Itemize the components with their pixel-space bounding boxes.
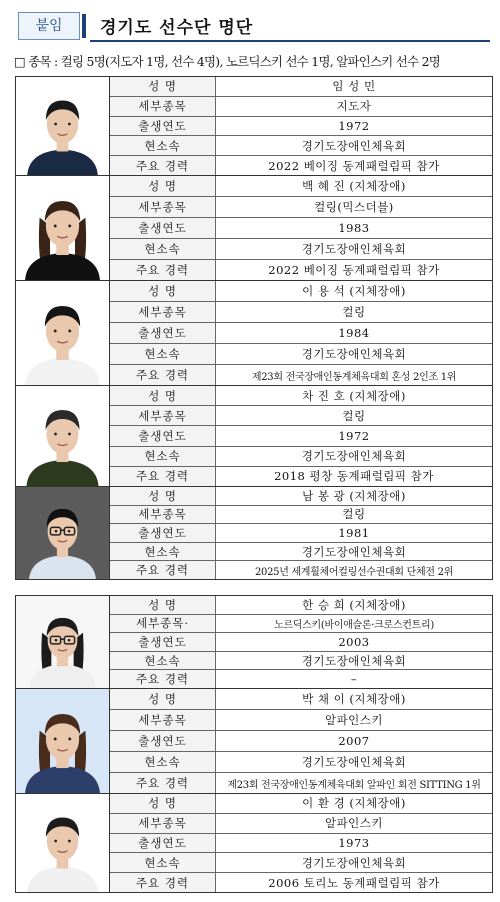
title-underline xyxy=(90,40,490,42)
label-team: 현소속 xyxy=(110,652,216,670)
info-row-career xyxy=(110,561,492,579)
info-row-birth xyxy=(110,633,492,652)
player-record xyxy=(16,77,492,176)
player-name: 한 승 희 (지체장애) xyxy=(302,597,406,612)
roster-table-skiing xyxy=(15,595,493,893)
label-event: 세부종목 xyxy=(110,506,216,524)
info-row-event xyxy=(110,506,492,525)
title-bar-accent xyxy=(82,14,86,38)
player-birth-year: 1972 xyxy=(338,118,370,133)
label-team: 현소속 xyxy=(110,543,216,561)
info-row-team xyxy=(110,239,492,260)
info-row-name xyxy=(110,794,492,814)
info-row-birth xyxy=(110,426,492,446)
info-row-team xyxy=(110,853,492,873)
player-event: 지도자 xyxy=(336,99,372,114)
player-team: 경기도장애인체육회 xyxy=(301,138,407,153)
info-row-birth xyxy=(110,834,492,854)
player-birth-year: 2007 xyxy=(338,734,370,748)
info-row-name xyxy=(110,487,492,506)
label-event: 세부종목 xyxy=(110,814,216,833)
player-photo xyxy=(16,596,110,688)
info-row-birth xyxy=(110,731,492,752)
player-photo xyxy=(16,77,110,175)
player-photo xyxy=(16,689,110,793)
label-birth: 출생연도 xyxy=(110,524,216,542)
player-record xyxy=(16,281,492,386)
info-row-event xyxy=(110,406,492,426)
player-team: 경기도장애인체육회 xyxy=(301,347,407,361)
info-row-career xyxy=(110,467,492,486)
player-name: 이 환 경 (지체장애) xyxy=(302,796,406,811)
label-birth: 출생연도 xyxy=(110,731,216,751)
player-career: 2006 토리노 동계패럴림픽 참가 xyxy=(268,875,440,890)
player-team: 경기도장애인체육회 xyxy=(301,653,407,668)
info-row-team xyxy=(110,344,492,365)
info-row-event xyxy=(110,615,492,634)
info-row-event xyxy=(110,710,492,731)
info-row-career xyxy=(110,873,492,892)
info-row-career xyxy=(110,773,492,793)
info-row-team xyxy=(110,652,492,671)
info-row-name xyxy=(110,386,492,406)
info-row-event xyxy=(110,97,492,117)
label-name: 성 명 xyxy=(110,487,216,505)
label-team: 현소속 xyxy=(110,752,216,772)
player-name: 박 채 이 (지체장애) xyxy=(302,692,406,706)
player-team: 경기도장애인체육회 xyxy=(301,855,407,870)
info-row-name xyxy=(110,596,492,615)
page-header xyxy=(0,0,500,46)
player-career: 2022 베이징 동계패럴림픽 참가 xyxy=(268,263,440,277)
player-birth-year: 1973 xyxy=(338,835,370,850)
label-birth: 출생연도 xyxy=(110,323,216,343)
roster-summary: □ 종목 : 컬링 5명(지도자 1명, 선수 4명), 노르딕스키 선수 1명, 알파인스키 선수 2명 xyxy=(14,54,441,69)
info-row-event xyxy=(110,197,492,218)
player-photo xyxy=(16,386,110,486)
info-row-career xyxy=(110,156,492,175)
info-row-career xyxy=(110,670,492,688)
player-name: 남 봉 광 (지체장애) xyxy=(302,488,406,503)
label-birth: 출생연도 xyxy=(110,117,216,136)
player-record xyxy=(16,386,492,487)
info-row-name xyxy=(110,689,492,710)
label-career: 주요 경력 xyxy=(110,365,216,385)
player-team: 경기도장애인체육회 xyxy=(301,544,407,559)
player-career: – xyxy=(350,672,358,687)
player-photo xyxy=(16,176,110,280)
label-birth: 출생연도 xyxy=(110,633,216,651)
player-birth-year: 1984 xyxy=(338,326,370,340)
player-record xyxy=(16,596,492,689)
player-record xyxy=(16,794,492,892)
player-birth-year: 1981 xyxy=(338,525,370,540)
player-team: 경기도장애인체육회 xyxy=(301,242,407,256)
label-team: 현소속 xyxy=(110,344,216,364)
label-career: 주요 경력 xyxy=(110,467,216,486)
label-event: 세부종목· xyxy=(110,615,216,633)
player-name: 이 용 석 (지체장애) xyxy=(302,284,406,298)
player-birth-year: 2003 xyxy=(338,634,370,649)
label-career: 주요 경력 xyxy=(110,670,216,688)
label-event: 세부종목 xyxy=(110,97,216,116)
label-name: 성 명 xyxy=(110,281,216,301)
label-career: 주요 경력 xyxy=(110,156,216,175)
label-birth: 출생연도 xyxy=(110,218,216,238)
label-name: 성 명 xyxy=(110,794,216,813)
attachment-tag: 붙임 xyxy=(18,12,80,40)
roster-table-curling xyxy=(15,76,493,580)
player-name: 차 진 호 (지체장애) xyxy=(302,388,406,403)
player-record xyxy=(16,487,492,579)
player-photo xyxy=(16,487,110,579)
info-row-event xyxy=(110,302,492,323)
label-birth: 출생연도 xyxy=(110,426,216,445)
info-row-birth xyxy=(110,117,492,137)
player-team: 경기도장애인체육회 xyxy=(301,449,407,464)
label-career: 주요 경력 xyxy=(110,260,216,280)
info-row-birth xyxy=(110,524,492,543)
label-career: 주요 경력 xyxy=(110,873,216,892)
player-career: 제23회 전국장애인동계체육대회 알파인 회전 SITTING 1위 xyxy=(227,779,481,791)
info-row-event xyxy=(110,814,492,834)
player-event: 컬링 xyxy=(342,408,366,423)
label-team: 현소속 xyxy=(110,447,216,466)
info-row-birth xyxy=(110,218,492,239)
player-event: 노르딕스키(바이애슬론·크로스컨트리) xyxy=(274,619,434,631)
info-row-team xyxy=(110,543,492,562)
label-name: 성 명 xyxy=(110,176,216,196)
info-row-name xyxy=(110,281,492,302)
label-name: 성 명 xyxy=(110,689,216,709)
player-birth-year: 1972 xyxy=(338,429,370,443)
label-event: 세부종목 xyxy=(110,302,216,322)
info-row-name xyxy=(110,176,492,197)
label-event: 세부종목 xyxy=(110,406,216,425)
player-record xyxy=(16,689,492,794)
player-birth-year: 1983 xyxy=(338,221,370,235)
player-event: 알파인스키 xyxy=(324,713,384,727)
label-name: 성 명 xyxy=(110,77,216,96)
info-row-team xyxy=(110,136,492,156)
info-row-career xyxy=(110,260,492,280)
player-career: 제23회 전국장애인동계체육대회 혼성 2인조 1위 xyxy=(251,371,457,383)
player-name: 백 혜 진 (지체장애) xyxy=(302,179,406,193)
player-event: 알파인스키 xyxy=(324,816,384,831)
player-event: 컬링 xyxy=(342,305,366,319)
player-event: 컬링(믹스더블) xyxy=(314,200,394,214)
player-name: 임 성 민 xyxy=(332,79,376,94)
label-event: 세부종목 xyxy=(110,197,216,217)
info-row-team xyxy=(110,752,492,773)
player-event: 컬링 xyxy=(342,507,366,522)
label-team: 현소속 xyxy=(110,853,216,872)
label-career: 주요 경력 xyxy=(110,773,216,793)
label-name: 성 명 xyxy=(110,596,216,614)
label-name: 성 명 xyxy=(110,386,216,405)
label-team: 현소속 xyxy=(110,136,216,155)
player-career: 2018 평창 동계패럴림픽 참가 xyxy=(274,469,434,484)
info-row-birth xyxy=(110,323,492,344)
player-record xyxy=(16,176,492,281)
page-title: 경기도 선수단 명단 xyxy=(100,18,254,38)
label-event: 세부종목 xyxy=(110,710,216,730)
label-team: 현소속 xyxy=(110,239,216,259)
label-birth: 출생연도 xyxy=(110,834,216,853)
player-photo xyxy=(16,281,110,385)
player-photo xyxy=(16,794,110,892)
info-row-name xyxy=(110,77,492,97)
player-team: 경기도장애인체육회 xyxy=(301,755,407,769)
player-career: 2022 베이징 동계패럴림픽 참가 xyxy=(268,158,440,173)
info-row-career xyxy=(110,365,492,385)
info-row-team xyxy=(110,447,492,467)
player-career: 2025년 세계휠체어컬링선수권대회 단체전 2위 xyxy=(254,566,454,578)
label-career: 주요 경력 xyxy=(110,561,216,579)
